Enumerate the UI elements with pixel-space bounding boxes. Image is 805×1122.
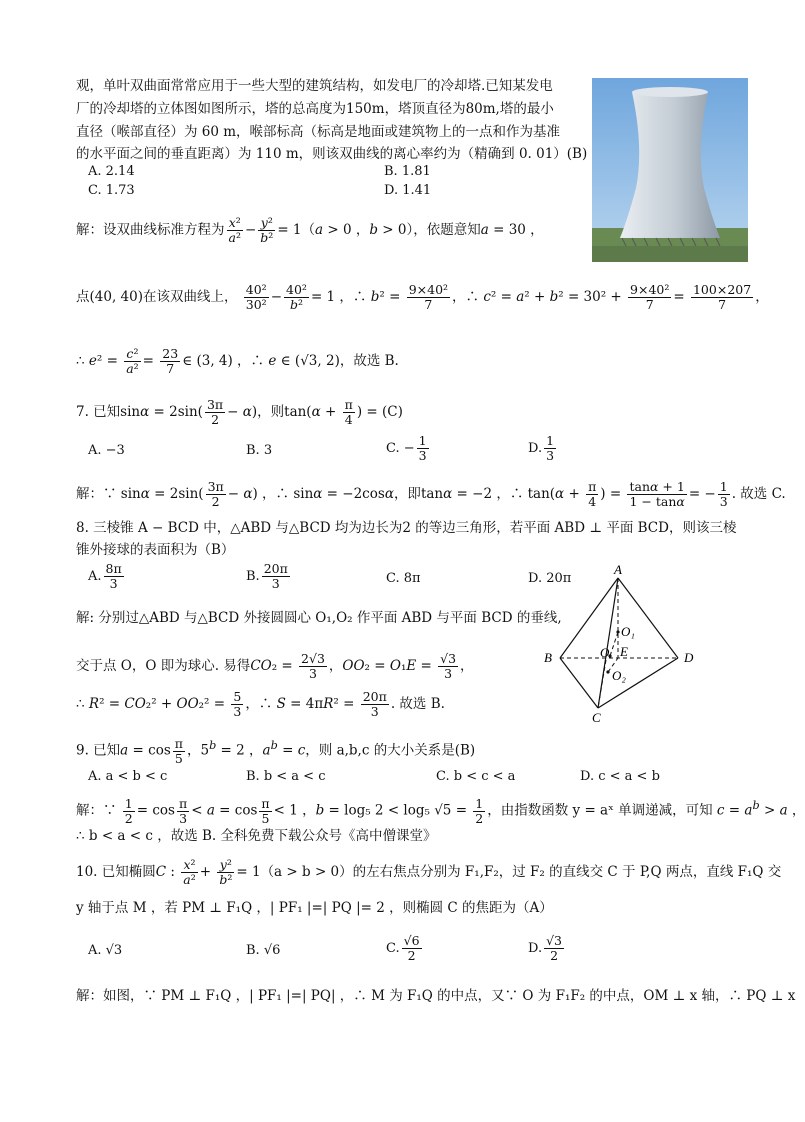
q9-option-c: C. b < c < a (436, 769, 516, 784)
q9-option-d: D. c < a < b (580, 769, 660, 784)
q7-option-a: A. −3 (88, 443, 125, 458)
fig-label-c: C (592, 710, 601, 725)
cooling-tower-photo (592, 78, 748, 262)
q10-solution-line1: 解：如图，∵ PM ⊥ F₁Q ，| PF₁ |=| PQ| ，∴ M 为 F₁Q 的中点，又∵ O 为 F₁F₂ 的中点，OM ⊥ x 轴，∴ PQ ⊥ x (76, 988, 796, 1004)
q8-solution-line2: 交于点 O，O 即为球心. 易得CO₂ = $\frac{2√3}{3}$ ，OO₂ = O₁E = $\frac{√3}{3}$ ， (76, 651, 474, 681)
q9-stem: 9. 已知a = cos $\frac{\pi}{5}$ ，$5^b = 2$ ，$a^b = c$，则 a,b,c 的大小关系是(B) (76, 735, 476, 766)
q8-solution-line1: 解: 分别过△ABD 与△BCD 外接圆圆心 O₁,O₂ 作平面 ABD 与平面 BCD 的垂线, (76, 610, 562, 626)
q6-stem-line1: 观，单叶双曲面常常应用于一些大型的建筑结构，如发电厂的冷却塔.已知某发电 (76, 78, 553, 94)
q8-option-c: C. 8π (386, 571, 421, 586)
q7-solution: 解：∵ sinα = 2sin( $\frac{3\pi}{2}$ − α) ，∴ sinα = −2cosα，即tanα = −2 ，∴ tan(α + $\frac{\pi}{4}$ ) = $\frac{\tan\alpha + 1}{1 - \tan\alpha}$ = − $\frac{1}{3}$ . 故选 C. (76, 479, 786, 509)
q6-solution-line2: 点(40, 40)在该双曲线上， $\frac{\text{40²}}{\text{30²}}$ − $\frac{\text{40²}}{\text{b²}}$ = 1 ，∴ b² = $\frac{\text{9×40²}}{7}$ ，∴ c² = a² + b² = 30² + $\frac{\text{9×40²}}{7}$ = $\frac{100\times 207}{7}$ ， (76, 282, 769, 312)
q8-stem-line1: 8. 三棱锥 A − BCD 中，△ABD 与△BCD 均为边长为2 的等边三角形，若平面 ABD ⊥ 平面 BCD，则该三棱 (76, 520, 737, 536)
q6-option-c: C. 1.73 (88, 183, 135, 198)
q10-option-d: D. $\frac{√3}{2}$ (528, 933, 563, 963)
q9-option-b: B. b < a < c (246, 769, 326, 784)
q7-option-b: B. 3 (246, 443, 273, 458)
fig-label-d: D (684, 650, 694, 665)
fig-label-a: A (614, 562, 622, 577)
q6-stem-line4: 的水平面之间的垂直距离）为 110 m，则该双曲线的离心率约为（精确到 0. 01）(B) (76, 146, 588, 162)
fig-label-o2: O₂ (612, 668, 626, 683)
q6-stem-line3: 直径（喉部直径）为 60 m，喉部标高（标高是地面或建筑物上的一点和作为基准 (76, 124, 561, 140)
tetrahedron-figure (538, 560, 708, 726)
q10-option-c: C. $\frac{√6}{2}$ (386, 933, 420, 963)
q8-option-b: B. $\frac{20\pi}{3}$ (246, 561, 288, 591)
fig-label-b: B (544, 650, 552, 665)
q10-option-b: B. √6 (246, 943, 281, 958)
q9-option-a: A. a < b < c (88, 769, 168, 784)
q7-option-c: C. − $\frac{1}{3}$ (386, 433, 427, 463)
q10-stem-line1: 10. 已知椭圆C : $\frac{\text{x²}}{\text{a²}}$ + $\frac{\text{y²}}{\text{b²}}$ = 1（a > b > 0）的左右焦点分别为 F₁,F₂，过 F₂ 的直线交 C 于 P,Q 两点，直线 F₁Q 交 (76, 857, 782, 887)
fig-label-o1: O₁ (621, 624, 635, 639)
q6-solution-line3: ∴ e² = $\frac{\text{c²}}{\text{a²}}$ = $\frac{23}{7}$ ∈ (3, 4) ，∴ e ∈ (√3, 2)，故选 B. (76, 346, 399, 376)
q6-stem-line2: 厂的冷却塔的立体图如图所示，塔的总高度为150m，塔顶直径为80m,塔的最小 (76, 101, 554, 117)
q9-solution-line1: 解：∵ $\frac{1}{2}$ = cos $\frac{\pi}{3}$ < a = cos $\frac{\pi}{5}$ < 1 ，b = log₅ 2 < log₅ √5 = $\frac{1}{2}$ ，由指数函数 y = aˣ 单调递减，可知 $c = a^b > a$ ， (76, 795, 805, 826)
q8-solution-line3: ∴ R² = CO₂² + OO₂² = $\frac{5}{3}$ ，∴ S = 4πR² = $\frac{20\pi}{3}$ . 故选 B. (76, 689, 445, 719)
q9-solution-line2: ∴ b < a < c ，故选 B. 全科免费下载公众号《高中僧课堂》 (76, 828, 437, 844)
q10-option-a: A. √3 (88, 943, 123, 958)
q8-option-d: D. 20π (528, 571, 572, 586)
fig-label-o: O (600, 645, 610, 660)
q8-option-a: A. $\frac{8\pi}{3}$ (88, 561, 122, 591)
q10-stem-line2: y 轴于点 M ，若 PM ⊥ F₁Q ，| PF₁ |=| PQ |= 2 ，则椭圆 C 的焦距为（A） (76, 900, 553, 916)
q6-option-d: D. 1.41 (384, 183, 432, 198)
q6-option-a: A. 2.14 (88, 164, 135, 179)
q7-stem: 7. 已知sinα = 2sin( $\frac{3\pi}{2}$ − α)，则tan(α + $\frac{\pi}{4}$ ) = (C) (76, 397, 403, 427)
q8-stem-line2: 锥外接球的表面积为（B） (76, 542, 235, 558)
fig-label-e: E (620, 644, 628, 659)
q6-option-b: B. 1.81 (384, 164, 431, 179)
q7-option-d: D. $\frac{1}{3}$ (528, 433, 555, 463)
q6-solution-line1: 解：设双曲线标准方程为 $\frac{\text{x²}}{\text{a²}}$ − $\frac{\text{y²}}{\text{b²}}$ = 1（a > 0 ，b > 0），依题意知a = 30 ， (76, 215, 544, 245)
